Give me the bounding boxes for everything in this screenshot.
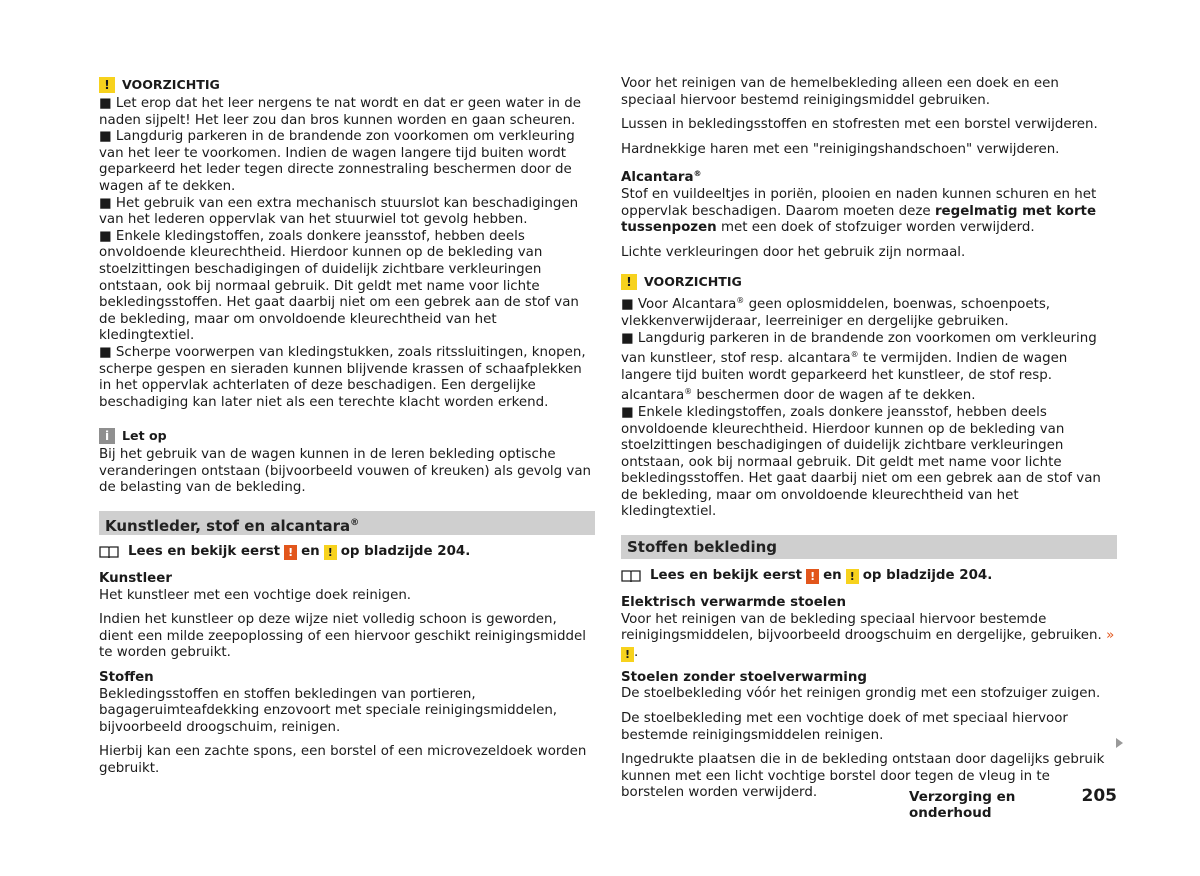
warning-bullet: ■ Het gebruik van een extra mechanisch stuurslot kan beschadigingen van het lederen oppervlak van het stuurwiel tot gevolg hebben.	[99, 195, 579, 228]
warning-bullet: ■ Scherpe voorwerpen van kledingstukken, zoals ritssluitingen, knopen, scherpe gespen en sieraden kunnen blijvende krassen of schaafplekken in het oppervlak achterlaten of deze beschadigen. Een dergelijke beschadiging kan later niet als een terechte klacht worden erkend.	[99, 344, 586, 410]
unheated-seats-text-2: De stoelbekleding met een vochtige doek of met speciaal hiervoor bestemde reinigingsmiddelen reinigen.	[621, 711, 1068, 743]
book-icon	[99, 545, 119, 559]
section-title-kunstleder: Kunstleder, stof en alcantara®	[99, 511, 595, 535]
warning-bullet: ■ Let erop dat het leer nergens te nat wordt en dat er geen water in de naden sijpelt! Het leer zou dan bros kunnen worden en gaan scheuren.	[99, 96, 582, 128]
warning-bullet: ■ Voor Alcantara® geen oplosmiddelen, boenwas, schoenpoets, vlekkenverwijderaar, leerreiniger en dergelijke gebruiken.	[621, 296, 1051, 329]
page-footer	[909, 786, 1117, 821]
warning-icon: !	[621, 274, 637, 290]
danger-icon[interactable]: !	[806, 569, 819, 584]
warning-icon: !	[99, 77, 115, 93]
kunstleer-text: Het kunstleer met een vochtige doek reinigen.	[99, 587, 412, 603]
continue-arrow-icon	[1116, 738, 1123, 748]
book-icon	[621, 569, 641, 583]
footer-section-name: Verzorging en onderhoud	[909, 789, 1016, 821]
alcantara-text: Stof en vuildeeltjes in poriën, plooien en naden kunnen schuren en het oppervlak beschadigen. Daarom moeten deze regelmatig met korte tussenpozen met een doek of stofzuiger worden verwijderd.	[621, 186, 1097, 236]
hemelbekleding-text: Voor het reinigen van de hemelbekleding alleen een doek en een speciaal hiervoor bestemd reinigingsmiddel gebruiken.	[621, 76, 1059, 108]
unheated-seats-text: De stoelbekleding vóór het reinigen grondig met een stofzuiger zuigen.	[621, 686, 1101, 702]
warning-bullet: ■ Enkele kledingstoffen, zoals donkere jeansstof, hebben deels onvoldoende kleurechtheid. Hierdoor kunnen op de bekleding van stoelzittingen beschadigingen of duidelijk zichtbare verkleuringen ontstaan, ook bij normaal gebruik. Dit geldt met name voor lichte bekledingsstoffen. Het gaat daarbij niet om een gebrek aan de stof van de bekleding, maar om onvoldoende kleurechtheid van het kledingtextiel.	[621, 404, 1101, 520]
warning-bullet: ■ Enkele kledingstoffen, zoals donkere jeansstof, hebben deels onvoldoende kleurechtheid. Hierdoor kunnen op de bekleding van stoelzittingen beschadigingen of duidelijk zichtbare verkleuringen ontstaan, ook bij normaal gebruik. Dit geldt met name voor lichte bekledingsstoffen. Het gaat daarbij niet om een gebrek aan de stof van de bekleding, maar om onvoldoende kleurechtheid van het kledingtextiel.	[99, 228, 579, 344]
heated-seats-text: Voor het reinigen van de bekleding speciaal hiervoor bestemde reinigingsmiddelen, bijvoorbeeld droogschuim en dergelijke, gebruiken. » ! .	[621, 611, 1115, 661]
left-column	[99, 76, 595, 786]
page-number: 205	[1081, 786, 1117, 806]
note-title: Let op	[122, 427, 167, 443]
section-title-stoffen-bekleding: Stoffen bekleding	[621, 535, 1117, 559]
warning-icon[interactable]: !	[621, 647, 634, 662]
warning-bullet: ■ Langdurig parkeren in de brandende zon voorkomen om verkleuring van het leer te voorkomen. Indien de wagen langere tijd buiten wordt geparkeerd het leder tegen directe zonnestraling beschermen door de wagen af te dekken.	[99, 129, 575, 194]
note-header	[99, 427, 595, 445]
warning-title: VOORZICHTIG	[122, 76, 220, 92]
haren-text: Hardnekkige haren met een "reinigingshandschoen" verwijderen.	[621, 141, 1060, 157]
bullet-icon: ■	[621, 297, 634, 313]
read-first-line: Lees en bekijk eerst ! en ! op bladzijde 204.	[99, 543, 595, 561]
bullet-icon: ■	[621, 404, 634, 420]
lussen-text: Lussen in bekledingsstoffen en stofresten met een borstel verwijderen.	[621, 117, 1098, 133]
unheated-seats-text-3: Ingedrukte plaatsen die in de bekleding ontstaan door dagelijks gebruik kunnen met een licht vochtige borstel door tegen de vleug in te borstelen worden verwijderd.	[621, 752, 1105, 801]
bullet-icon: ■	[99, 96, 112, 111]
reference-arrow[interactable]: »	[1106, 628, 1115, 644]
bullet-icon: ■	[99, 228, 112, 244]
bullet-icon: ■	[99, 129, 112, 145]
bullet-icon: ■	[99, 195, 112, 211]
read-first-line: Lees en bekijk eerst ! en ! op bladzijde 204.	[621, 567, 1117, 585]
warning-bullet: ■ Langdurig parkeren in de brandende zon voorkomen om verkleuring van kunstleer, stof resp. alcantara® te vermijden. Indien de wagen langere tijd buiten wordt geparkeerd het kunstleer, de stof resp. alcantara® beschermen door de wagen af te dekken.	[621, 330, 1097, 404]
alcantara-heading: Alcantara®	[621, 169, 702, 186]
warning-icon[interactable]: !	[324, 545, 337, 560]
stoffen-heading: Stoffen	[99, 670, 154, 686]
right-column	[621, 76, 1117, 810]
note-text: Bij het gebruik van de wagen kunnen in de leren bekleding optische veranderingen ontstaan (bijvoorbeeld vouwen of kreuken) als gevolg van de belasting van de bekleding.	[99, 447, 592, 496]
stoffen-text-2: Hierbij kan een zachte spons, een borstel of een microvezeldoek worden gebruikt.	[99, 744, 587, 776]
warning-title: VOORZICHTIG	[644, 274, 742, 290]
info-icon: i	[99, 428, 115, 444]
danger-icon[interactable]: !	[284, 545, 297, 560]
unheated-seats-heading: Stoelen zonder stoelverwarming	[621, 669, 867, 685]
warning-icon[interactable]: !	[846, 569, 859, 584]
bullet-icon: ■	[621, 330, 634, 346]
stoffen-text: Bekledingsstoffen en stoffen bekledingen van portieren, bagageruimteafdekking enzovoort met speciale reinigingsmiddelen, bijvoorbeeld droogschuim, reinigen.	[99, 686, 558, 735]
heated-seats-heading: Elektrisch verwarmde stoelen	[621, 595, 846, 611]
verkleuringen-text: Lichte verkleuringen door het gebruik zijn normaal.	[621, 244, 966, 260]
kunstleer-heading: Kunstleer	[99, 571, 172, 587]
bullet-icon: ■	[99, 344, 112, 360]
warning-header	[621, 273, 1117, 291]
warning-header	[99, 76, 595, 94]
kunstleer-text-2: Indien het kunstleer op deze wijze niet volledig schoon is geworden, dient een milde zeepoplossing of een hiervoor geschikt reinigingsmiddel te worden gebruikt.	[99, 612, 586, 661]
